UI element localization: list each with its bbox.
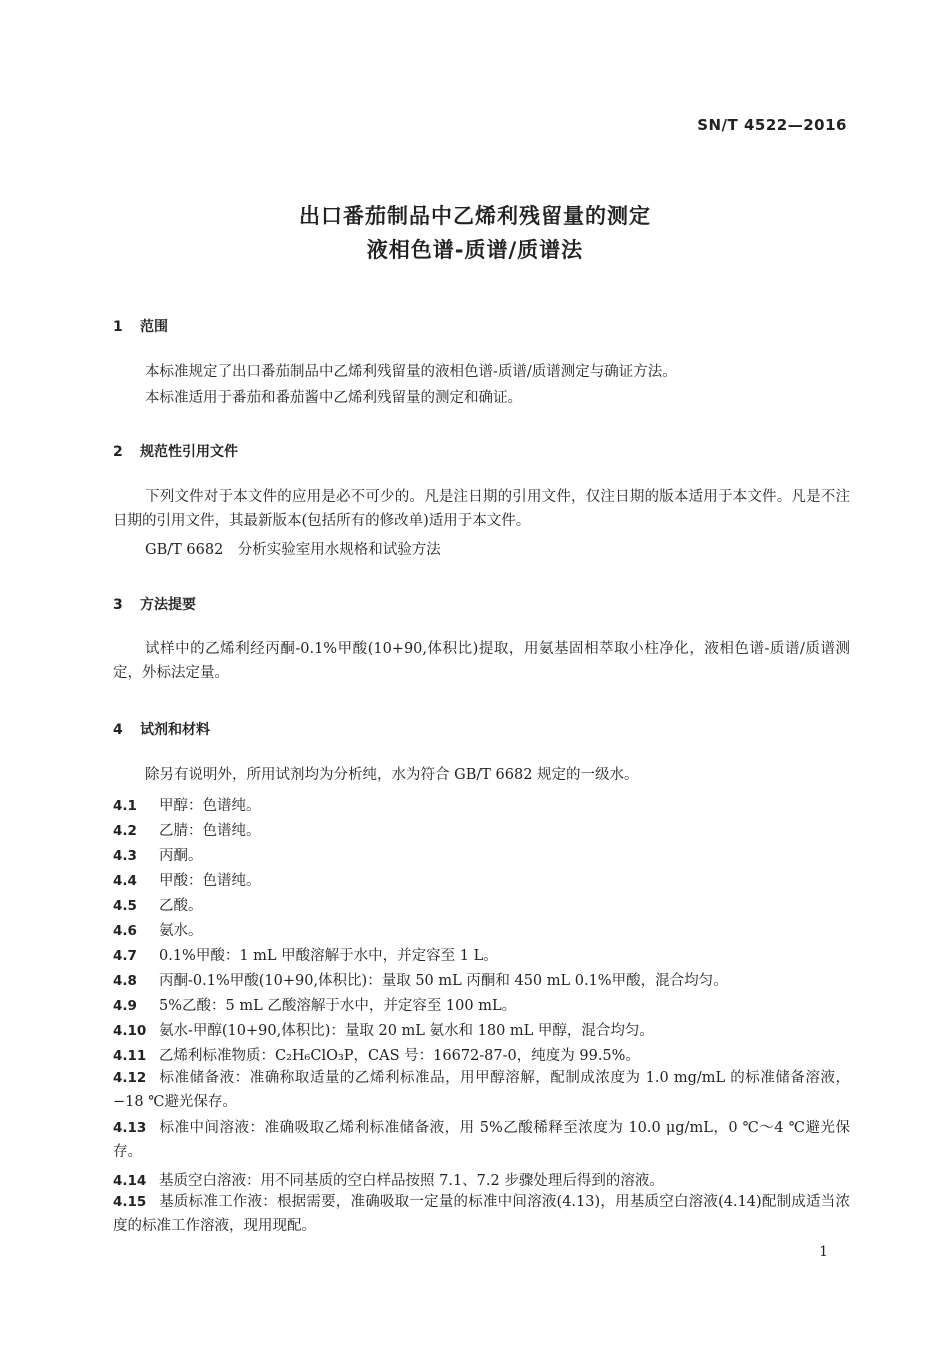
section-heading <box>113 441 238 461</box>
paragraph: 除另有说明外，所用试剂均为分析纯，水为符合 GB/T 6682 规定的一级水。 <box>145 767 639 783</box>
list-item <box>113 1190 850 1238</box>
item-number: 4.14 <box>113 1173 147 1189</box>
item-text: 甲醇：色谱纯。 <box>159 798 261 814</box>
item-number: 4.1 <box>113 798 137 814</box>
item-text: 氨水-甲醇(10+90,体积比)：量取 20 mL 氨水和 180 mL 甲醇，混合均匀。 <box>159 1023 654 1039</box>
item-number: 4.11 <box>113 1048 147 1064</box>
item-text: 丙酮。 <box>159 848 203 864</box>
list-item <box>113 819 261 840</box>
page-number: 1 <box>819 1244 828 1260</box>
list-item <box>113 844 203 865</box>
item-text: 甲酸：色谱纯。 <box>159 873 261 889</box>
section-title: 试剂和材料 <box>140 722 210 738</box>
section-title: 方法提要 <box>140 597 196 613</box>
list-item <box>113 969 728 990</box>
item-number: 4.15 <box>113 1194 147 1210</box>
list-item <box>113 994 516 1015</box>
item-text: 基质空白溶液：用不同基质的空白样品按照 7.1、7.2 步骤处理后得到的溶液。 <box>159 1173 664 1189</box>
section-number: 2 <box>113 444 123 460</box>
section-title: 范围 <box>140 319 168 335</box>
section-heading <box>113 594 196 614</box>
item-text: 乙腈：色谱纯。 <box>159 823 261 839</box>
paragraph: 试样中的乙烯利经丙酮-0.1%甲酸(10+90,体积比)提取，用氨基固相萃取小柱净化，液相色谱-质谱/质谱测定，外标法定量。 <box>113 641 850 681</box>
list-item <box>113 894 203 915</box>
paragraph: 本标准规定了出口番茄制品中乙烯利残留量的液相色谱-质谱/质谱测定与确证方法。 <box>145 364 677 380</box>
section-title: 规范性引用文件 <box>140 444 238 460</box>
item-text: 0.1%甲酸：1 mL 甲酸溶解于水中，并定容至 1 L。 <box>159 948 498 964</box>
section-heading <box>113 316 168 336</box>
list-item <box>113 919 203 940</box>
list-item <box>113 1169 664 1190</box>
item-number: 4.3 <box>113 848 137 864</box>
list-item <box>113 1044 640 1065</box>
document-title: 出口番茄制品中乙烯利残留量的测定 <box>299 204 651 228</box>
list-item <box>113 1019 654 1040</box>
list-item <box>113 1066 850 1114</box>
item-number: 4.10 <box>113 1023 147 1039</box>
list-item <box>113 944 498 965</box>
item-number: 4.5 <box>113 898 137 914</box>
paragraph: 下列文件对于本文件的应用是必不可少的。凡是注日期的引用文件，仅注日期的版本适用于本文件。凡是不注日期的引用文件，其最新版本(包括所有的修改单)适用于本文件。 <box>113 489 850 529</box>
item-number: 4.12 <box>113 1070 147 1086</box>
normative-reference: GB/T 6682 分析实验室用水规格和试验方法 <box>145 542 441 558</box>
section-number: 3 <box>113 597 123 613</box>
standard-code: SN/T 4522—2016 <box>697 116 847 134</box>
item-text: 丙酮-0.1%甲酸(10+90,体积比)：量取 50 mL 丙酮和 450 mL 0.1%甲酸，混合均匀。 <box>159 973 728 989</box>
list-item <box>113 1116 850 1164</box>
section-heading <box>113 719 210 739</box>
document-subtitle: 液相色谱-质谱/质谱法 <box>366 238 584 262</box>
list-item <box>113 869 261 890</box>
section-number: 4 <box>113 722 123 738</box>
section-number: 1 <box>113 319 123 335</box>
item-text: 氨水。 <box>159 923 203 939</box>
item-number: 4.8 <box>113 973 137 989</box>
item-text: 乙烯利标准物质：C₂H₆ClO₃P，CAS 号：16672-87-0，纯度为 99.5%。 <box>159 1048 640 1064</box>
item-number: 4.7 <box>113 948 137 964</box>
item-text: 标准储备液：准确称取适量的乙烯利标准品，用甲醇溶解，配制成浓度为 1.0 mg/mL 的标准储备溶液，−18 ℃避光保存。 <box>113 1070 850 1110</box>
item-text: 5%乙酸：5 mL 乙酸溶解于水中，并定容至 100 mL。 <box>159 998 517 1014</box>
item-text: 标准中间溶液：准确吸取乙烯利标准储备液，用 5%乙酸稀释至浓度为 10.0 μg/mL，0 ℃～4 ℃避光保存。 <box>113 1120 850 1160</box>
item-number: 4.2 <box>113 823 137 839</box>
item-number: 4.6 <box>113 923 137 939</box>
item-number: 4.9 <box>113 998 137 1014</box>
item-text: 乙酸。 <box>159 898 203 914</box>
item-number: 4.13 <box>113 1120 147 1136</box>
paragraph: 本标准适用于番茄和番茄酱中乙烯利残留量的测定和确证。 <box>145 390 522 406</box>
item-text: 基质标准工作液：根据需要，准确吸取一定量的标准中间溶液(4.13)，用基质空白溶液(4.14)配制成适当浓度的标准工作溶液，现用现配。 <box>113 1194 850 1234</box>
item-number: 4.4 <box>113 873 137 889</box>
list-item <box>113 794 261 815</box>
